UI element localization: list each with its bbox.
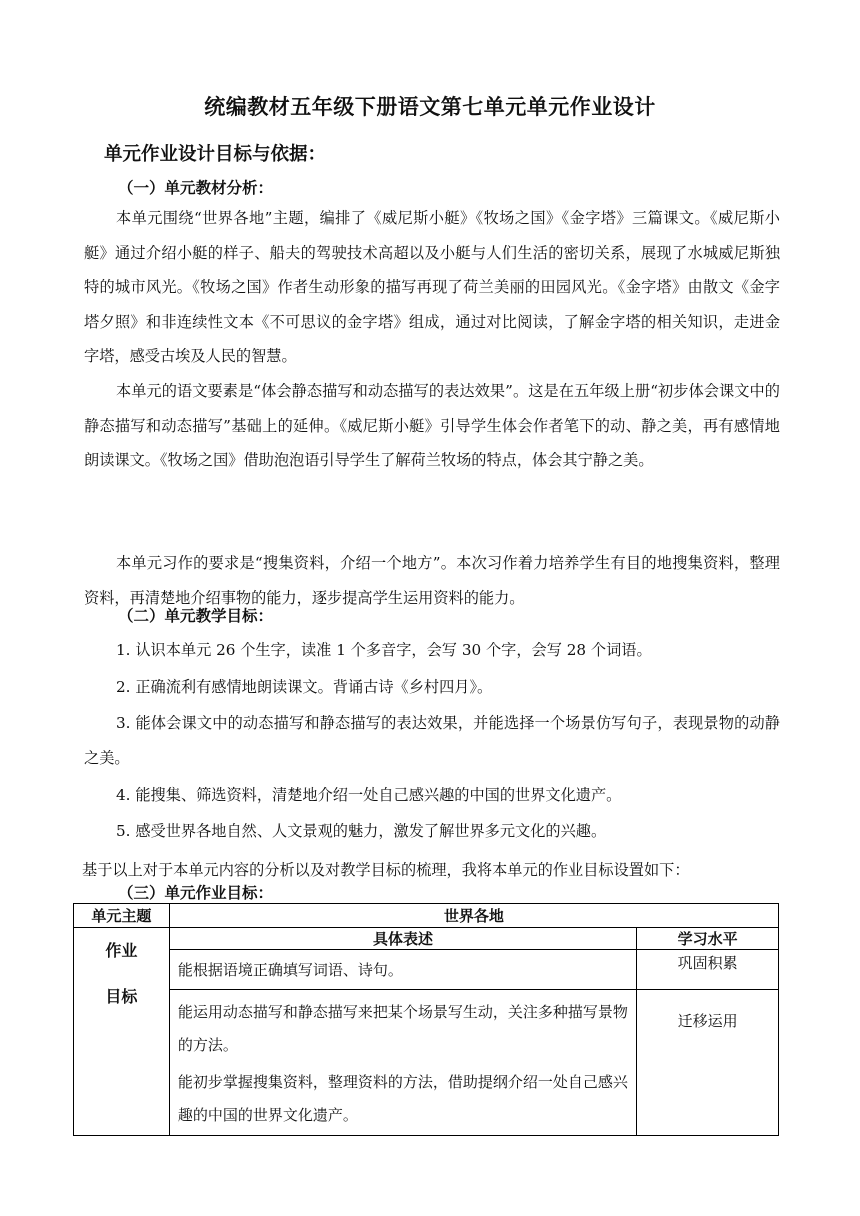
- analysis-paragraph-3: 本单元习作的要求是“搜集资料，介绍一个地方”。本次习作着力培养学生有目的地搜集资料，整理资料，再清楚地介绍事物的能力，逐步提高学生运用资料的能力。: [84, 554, 780, 607]
- document-title: 统编教材五年级下册语文第七单元单元作业设计: [204, 95, 656, 119]
- summary-line: 基于以上对于本单元内容的分析以及对教学目标的梳理，我将本单元的作业目标设置如下：: [82, 861, 690, 879]
- analysis-paragraph-1: 本单元围绕“世界各地”主题，编排了《威尼斯小艇》《牧场之国》《金字塔》三篇课文。《威尼斯小艇》通过介绍小艇的样子、船夫的驾驶技术高超以及小艇与人们生活的密切关系，展现了水城威尼斯独特的城市风光。《牧场之国》作者生动形象的描写再现了荷兰美丽的田园风光。《金字塔》由散文《金字塔夕照》和非连续性文本《不可思议的金字塔》组成，通过对比阅读，了解金字塔的相关知识，走进金字塔，感受古埃及人民的智慧。: [84, 209, 780, 365]
- section-heading: 单元作业设计目标与依据：: [104, 144, 327, 165]
- side-label-line-1: 作业: [105, 941, 138, 960]
- side-label-cell: [74, 928, 170, 1136]
- subheading-teaching-goals: （二）单元教学目标：: [118, 607, 274, 625]
- desc-text: 能运用动态描写和静态描写来把某个场景写生动，关注多种描写景物的方法。: [177, 1003, 628, 1054]
- level-text: 迁移运用: [677, 1012, 738, 1030]
- table-row: [74, 904, 779, 928]
- homework-goals-table: [73, 903, 779, 1136]
- level-cell: [637, 950, 779, 990]
- teaching-goal-2: 2. 正确流利有感情地朗读课文。背诵古诗《乡村四月》。: [116, 678, 493, 696]
- desc-text: 能初步掌握搜集资料，整理资料的方法，借助提纲介绍一处自己感兴趣的中国的世界文化遗产。: [177, 1073, 628, 1124]
- side-label-line-2: 目标: [105, 987, 138, 1006]
- subheading-homework-goals: （三）单元作业目标：: [118, 884, 274, 902]
- desc-cell: [169, 990, 636, 1065]
- desc-cell: [169, 950, 636, 990]
- table-row: [74, 928, 779, 950]
- theme-label-cell: 单元主题: [74, 904, 170, 928]
- desc-text: 能根据语境正确填写词语、诗句。: [177, 961, 403, 979]
- teaching-goal-3: 3. 能体会课文中的动态描写和静态描写的表达效果，并能选择一个场景仿写句子，表现景物的动静之美。: [84, 714, 780, 767]
- desc-cell: [169, 1064, 636, 1136]
- teaching-goal-1: 1. 认识本单元 26 个生字，读准 1 个多音字，会写 30 个字，会写 28 个词语。: [116, 641, 652, 659]
- table-row: [74, 990, 779, 1065]
- column-header-level: 学习水平: [637, 928, 779, 950]
- level-cell: [637, 990, 779, 1136]
- teaching-goal-4: 4. 能搜集、筛选资料，清楚地介绍一处自己感兴趣的中国的世界文化遗产。: [116, 786, 622, 804]
- level-text: 巩固积累: [677, 954, 738, 972]
- subheading-analysis: （一）单元教材分析：: [118, 179, 274, 197]
- analysis-paragraph-2: 本单元的语文要素是“体会静态描写和动态描写的表达效果”。这是在五年级上册“初步体会课文中的静态描写和动态描写”基础上的延伸。《威尼斯小艇》引导学生体会作者笔下的动、静之美，再有感情地朗读课文。《牧场之国》借助泡泡语引导学生了解荷兰牧场的特点，体会其宁静之美。: [84, 382, 780, 469]
- table-row: [74, 950, 779, 990]
- column-header-desc: 具体表述: [169, 928, 636, 950]
- teaching-goal-5: 5. 感受世界各地自然、人文景观的魅力，激发了解世界多元文化的兴趣。: [116, 822, 607, 840]
- theme-value-cell: 世界各地: [169, 904, 778, 928]
